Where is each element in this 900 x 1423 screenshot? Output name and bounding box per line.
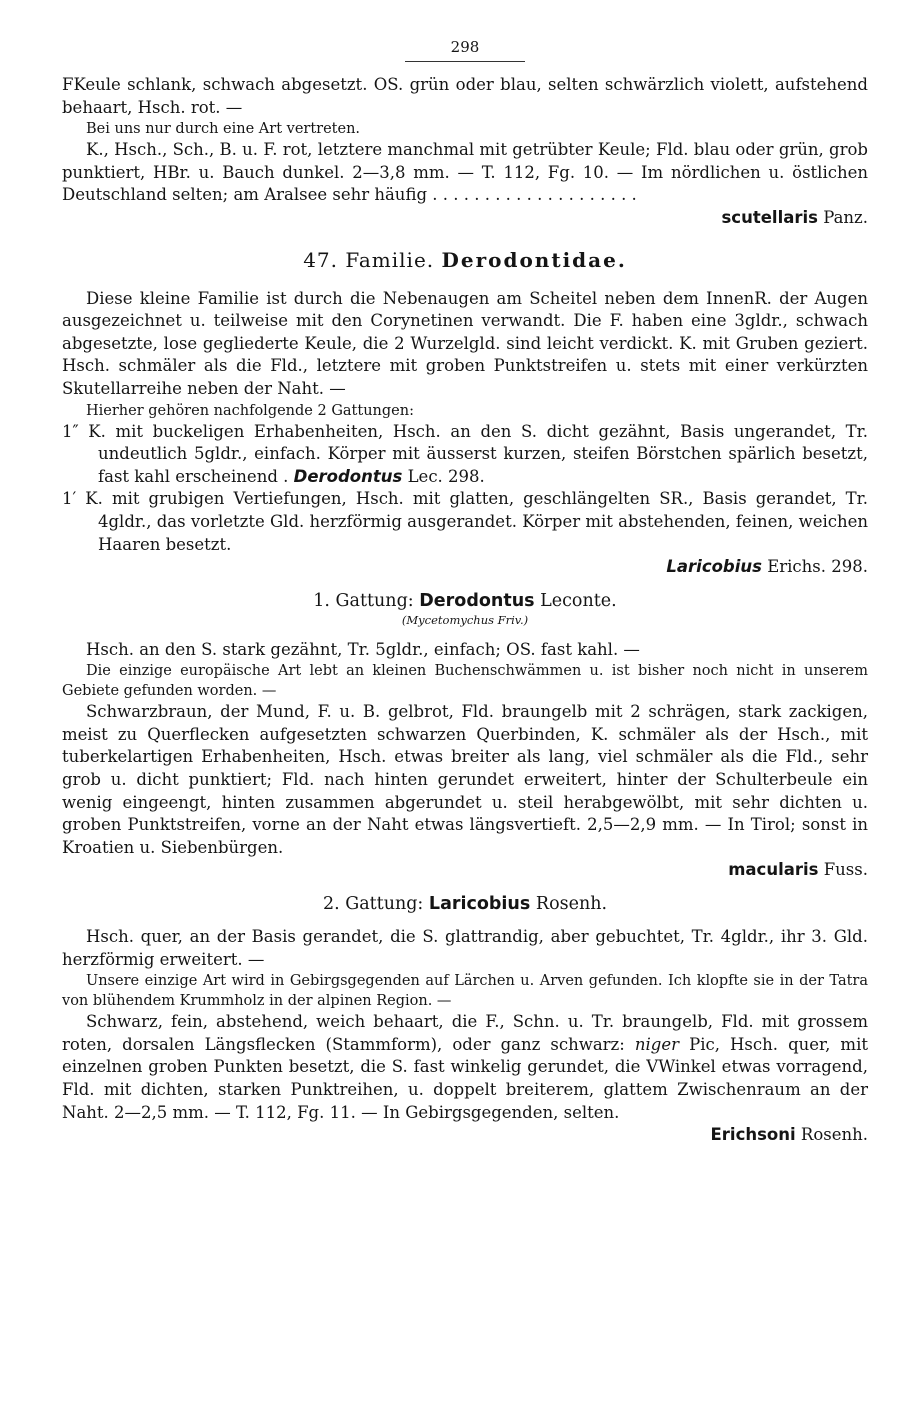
family-number: 47. Familie. [303, 247, 435, 272]
page [62, 0, 868, 1147]
ref-lec: Lec. 298. [407, 466, 485, 486]
species-line-macularis [62, 859, 868, 882]
author-rosenh: Rosenh. [800, 1125, 868, 1145]
erichsoni-text-b: Pic, Hsch. quer, mit einzelnen groben Punkten besetzt, die S. fast winkelig gerundet, die VWinkel etwas vorragend, Fld. mit dichten, starken Punktreihen, u. doppelt breiterem, glattem Zwischenraum an der Naht. 2—2,5 mm. — T. 112, Fg. 11. — In Gebirgsgegenden, selten. [62, 1034, 868, 1122]
scutellaris-description: K., Hsch., Sch., B. u. F. rot, letztere manchmal mit getrübter Keule; Fld. blau oder grün, grob punktiert, HBr. u. Bauch dunkel. 2—3,8 mm. — T. 112, Fg. 10. — Im nördlichen u. östlichen Deutschland selten; am Aralsee sehr häufig . . . . . . . . . . . . . . . . . . . . [62, 140, 868, 205]
genus-2-name: Laricobius [428, 894, 531, 915]
genus-line-laricobius [62, 556, 868, 579]
header-rule [405, 61, 525, 62]
ref-erichs: Erichs. 298. [767, 557, 868, 577]
species-macularis: macularis [728, 860, 819, 880]
paragraph-derodontus-diagnosis: Hsch. an den S. stark gezähnt, Tr. 5gldr., einfach; OS. fast kahl. — [86, 639, 640, 659]
species-line-scutellaris [62, 207, 868, 230]
genus-2-prefix: 2. Gattung: [322, 894, 424, 915]
paragraph-keule: FKeule schlank, schwach abgesetzt. OS. grün oder blau, selten schwärzlich violett, aufstehend behaart, Hsch. rot. — [62, 75, 868, 117]
genus-1-name: Derodontus [419, 590, 535, 611]
genus-derodontus: Derodontus [293, 466, 403, 486]
genus-1-author: Leconte. [540, 590, 617, 611]
paragraph-erichsoni [62, 1011, 868, 1124]
genus-1-synonym: (Mycetomychus Friv.) [401, 612, 529, 627]
species-erichsoni: Erichsoni [710, 1125, 796, 1145]
erichsoni-text-a: Schwarz, fein, abstehend, weich behaart, die F., Schn. u. Tr. braungelb, Fld. mit grossem roten, dorsalen Längsflecken (Stammform), oder ganz schwarz: [62, 1012, 868, 1054]
key-couplet-1a [62, 421, 868, 489]
paragraph-laricobius-diagnosis: Hsch. quer, an der Basis gerandet, die S. glattrandig, aber gebuchtet, Tr. 4gldr., ihr 3. Gld. herzförmig erweitert. — [62, 927, 868, 969]
family-name: Derodontidae. [441, 247, 627, 272]
key-1a-text: 1″ K. mit buckeligen Erhabenheiten, Hsch. an den S. dicht gezähnt, Basis ungerandet, Tr. undeutlich 5gldr., einfach. Körper mit äusserst kurzen, steifen Börstchen spärlich besetzt, fast kahl erscheinend . [62, 421, 868, 486]
species-line-erichsoni [62, 1124, 868, 1147]
note-laricobius: Unsere einzige Art wird in Gebirgsgegenden auf Lärchen u. Arven gefunden. Ich klopfte sie in der Tatra von blühendem Krummholz in der alpinen Region. — [62, 973, 868, 1010]
genus-1-prefix: 1. Gattung: [313, 590, 414, 611]
species-scutellaris: scutellaris [721, 207, 818, 227]
genus-laricobius: Laricobius [666, 557, 762, 577]
paragraph-family-description: Diese kleine Familie ist durch die Nebenaugen am Scheitel neben dem InnenR. der Augen ausgezeichnet u. teilweise mit den Corynetinen verwandt. Die F. haben eine 3gldr., schwach abgesetzte, lose gegliederte Keule, die 2 Wurzelgld. sind leicht verdickt. K. mit Gruben geziert. Hsch. schmäler als die Fld., letztere mit groben Punktstreifen u. stets mit einer verkürzten Skutellarreihe neben der Naht. — [62, 288, 868, 398]
author-fuss: Fuss. [823, 860, 868, 880]
author-panz: Panz. [823, 207, 868, 227]
note-gattungen: Hierher gehören nachfolgende 2 Gattungen: [86, 402, 414, 419]
page-number: 298 [450, 38, 480, 56]
note-vertreten: Bei uns nur durch eine Art vertreten. [86, 121, 361, 138]
genus-heading-derodontus [62, 589, 868, 613]
variety-niger: niger [634, 1034, 680, 1054]
genus-heading-laricobius [62, 892, 868, 916]
note-derodontus: Die einzige europäische Art lebt an kleinen Buchenschwämmen u. ist bisher noch nicht in unserem Gebiete gefunden worden. — [62, 663, 868, 700]
paragraph-scutellaris [62, 139, 868, 207]
key-couplet-1b: 1′ K. mit grubigen Vertiefungen, Hsch. mit glatten, geschlängelten SR., Basis gerandet, Tr. 4gldr., das vorletzte Gld. herzförmig ausgerandet. Körper mit abstehenden, feinen, weichen Haaren besetzt. [62, 489, 868, 554]
paragraph-macularis: Schwarzbraun, der Mund, F. u. B. gelbrot, Fld. braungelb mit 2 schrägen, stark zackigen, meist zu Querflecken aufgesetzten schwarzen Querbinden, K. schmäler als der Hsch., mit tuberkelartigen Erhabenheiten, Hsch. etwas breiter als lang, viel schmäler als die Fld., sehr grob u. dicht punktiert; Fld. nach hinten gerundet erweitert, hinter der Schulterbeule ein wenig eingeengt, hinten zusammen abgerundet u. steil herabgewölbt, mit sehr dichten u. groben Punktstreifen, vorne an der Naht etwas längsvertieft. 2,5—2,9 mm. — In Tirol; sonst in Kroatien u. Siebenbürgen. [62, 702, 868, 857]
genus-2-author: Rosenh. [535, 894, 608, 915]
family-heading [62, 248, 868, 272]
